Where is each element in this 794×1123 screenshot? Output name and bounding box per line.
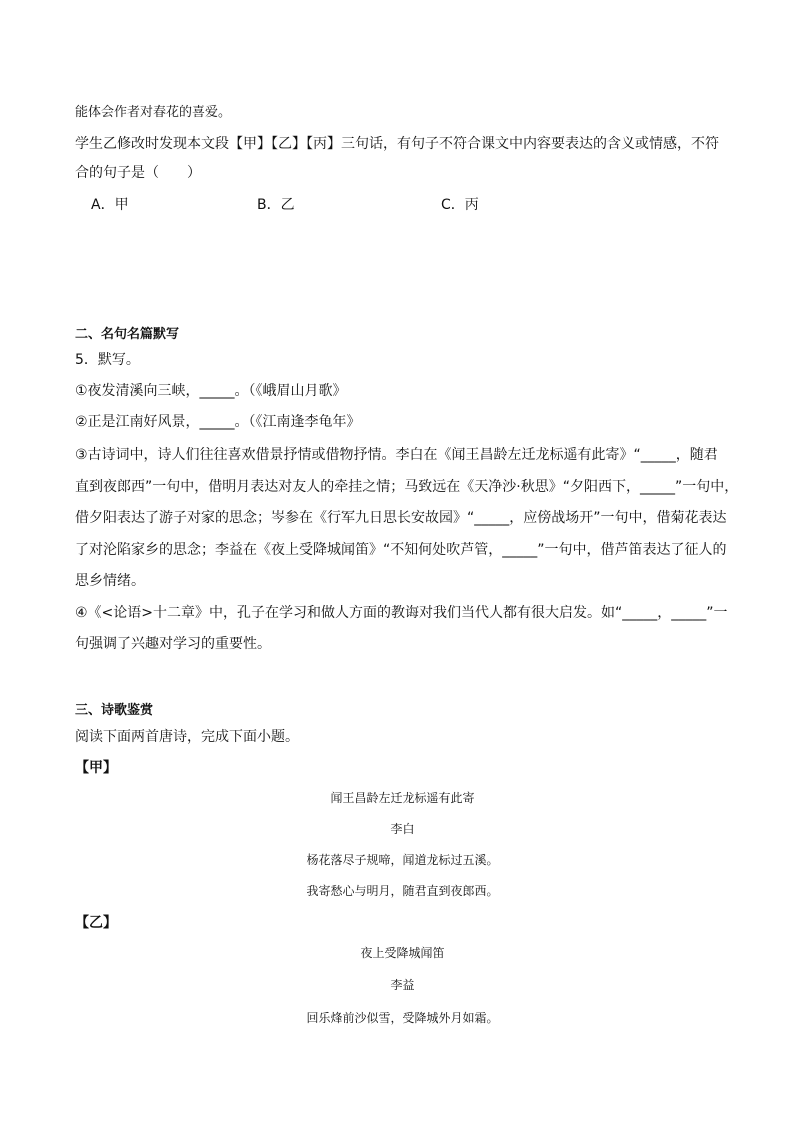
option-c: C．丙 bbox=[441, 197, 479, 213]
q5-line-5: 借夕阳表达了游子对家的思念；岑参在《行军九日思长安故园》“_____，应傍战场开”一句中，借菊花表达 bbox=[75, 510, 727, 526]
poem-a-title: 闻王昌龄左迁龙标遥有此寄 bbox=[330, 791, 475, 805]
q5-title: 5．默写。 bbox=[75, 352, 140, 368]
q4-text-line-3: 合的句子是（ ） bbox=[75, 165, 201, 181]
q5-line-1: ①夜发清溪向三峡，_____。（《峨眉山月歌》 bbox=[75, 383, 347, 399]
q5-line-3: ③古诗词中，诗人们往往喜欢借景抒情或借物抒情。李白在《闻王昌龄左迁龙标遥有此寄》“_____，随君 bbox=[75, 447, 718, 463]
poem-a-marker: 【甲】 bbox=[75, 760, 117, 776]
section3-intro: 阅读下面两首唐诗，完成下面小题。 bbox=[75, 729, 299, 745]
poem-b-marker: 【乙】 bbox=[75, 915, 117, 931]
poem-b-line-1: 回乐烽前沙似雪，受降城外月如霜。 bbox=[306, 1011, 499, 1025]
section-heading-2: 二、名句名篇默写 bbox=[75, 327, 180, 342]
q4-options bbox=[0, 195, 794, 215]
q4-text-line-1: 能体会作者对春花的喜爱。 bbox=[75, 105, 232, 120]
poem-a-line-2: 我寄愁心与明月，随君直到夜郎西。 bbox=[306, 884, 499, 898]
poem-b-title: 夜上受降城闻笛 bbox=[360, 946, 445, 960]
q5-line-2: ②正是江南好风景，_____。（《江南逢李龟年》 bbox=[75, 414, 361, 430]
q5-line-4: 直到夜郎西”一句中，借明月表达对友人的牵挂之情；马致远在《天净沙·秋思》“夕阳西下，_____”一句中， bbox=[75, 479, 739, 495]
poem-a-line-1: 杨花落尽子规啼，闻道龙标过五溪。 bbox=[306, 853, 499, 867]
poem-a-author: 李白 bbox=[390, 822, 415, 836]
q5-line-6: 了对沦陷家乡的思念；李益在《夜上受降城闻笛》“不知何处吹芦管，_____”一句中，借芦笛表达了征人的 bbox=[75, 542, 727, 558]
poem-b-author: 李益 bbox=[390, 978, 415, 992]
option-b: B．乙 bbox=[257, 197, 295, 213]
section-heading-3: 三、诗歌鉴赏 bbox=[75, 703, 154, 718]
q5-line-7: 思乡情绪。 bbox=[75, 573, 145, 589]
q5-line-8: ④《<论语>十二章》中，孔子在学习和做人方面的教诲对我们当代人都有很大启发。如“_____，_____”一 bbox=[75, 605, 728, 621]
q5-line-9: 句强调了兴趣对学习的重要性。 bbox=[75, 636, 271, 652]
q4-text-line-2: 学生乙修改时发现本文段【甲】【乙】【丙】三句话，有句子不符合课文中内容要表达的含义或情感，不符 bbox=[75, 136, 719, 152]
option-a: A．甲 bbox=[91, 197, 129, 213]
